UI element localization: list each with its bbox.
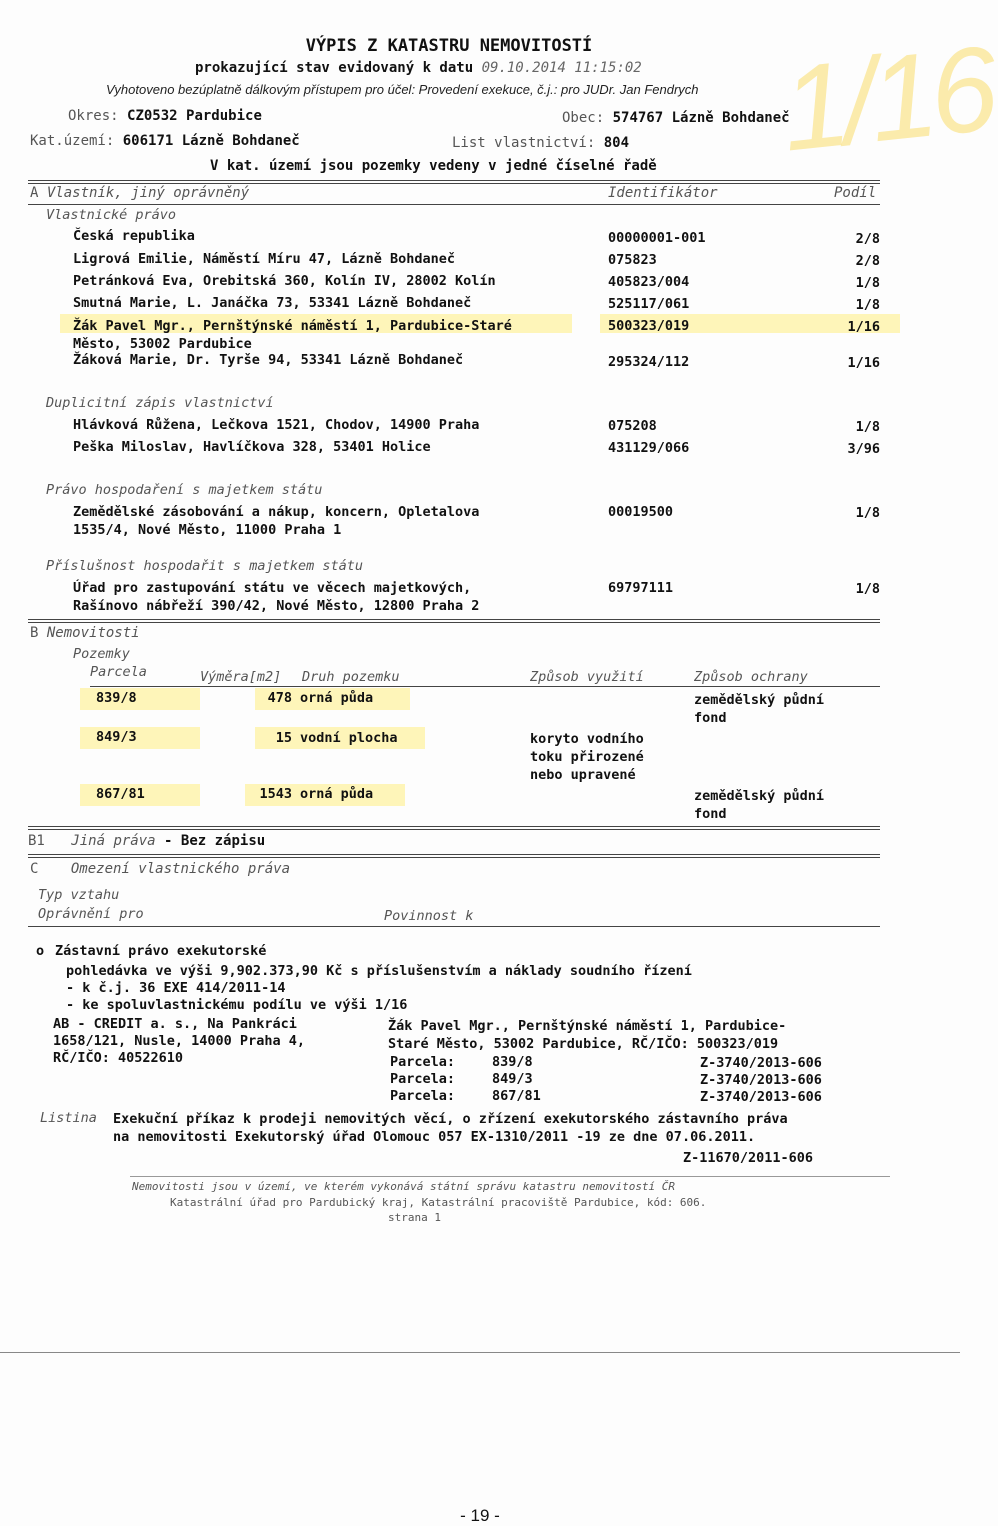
col-share: Podíl [834,185,877,201]
section-b-header [30,625,140,641]
owner-id: 405823/004 [608,274,690,290]
subtitle-date: 09.10.2014 11:15:02 [481,60,642,76]
owner-share: 2/8 [855,231,880,247]
owner-name: Česká republika [73,228,195,244]
list-label: List vlastnictví: [452,135,596,151]
produced-note: Vyhotoveno bezúplatně dálkovým přístupem pro účel: Provedení exekuce, č.j.: pro JUDr. Jan Fendrych [106,82,699,97]
owner-name: Peška Miloslav, Havlíčkova 328, 53401 Holice [73,439,431,455]
col-use: Způsob využití [530,669,644,685]
okres [68,108,262,124]
owner-id: 295324/112 [608,354,690,370]
listina-label: Listina [40,1110,97,1126]
section-b1-title: Jiná práva [71,833,156,849]
handwritten-annotation: 1/16 [775,21,998,177]
owner-share: 1/8 [855,581,880,597]
col-duty: Povinnost k [384,908,474,924]
owner-share: 3/96 [847,441,880,457]
section-a-letter: A [30,185,39,201]
owner-share: 1/16 [847,319,880,335]
col-area: Výměra[m2] [200,669,282,685]
section-a-header [30,185,249,201]
parcel-protection: zemědělský půdní fond [694,788,825,822]
page-title: VÝPIS Z KATASTRU NEMOVITOSTÍ [305,36,593,56]
owner-name: Smutná Marie, L. Janáčka 73, 53341 Lázně Bohdaneč [73,295,472,311]
parcel-kind: vodní plocha [300,730,398,746]
owner-id: 69797111 [608,580,674,596]
page-number: - 19 - [460,1506,500,1525]
owner-name: Petránková Eva, Orebitská 360, Kolín IV, 28002 Kolín [73,273,496,289]
list-value: 804 [603,135,630,151]
lien-title: Zástavní právo exekutorské [55,943,267,959]
owner-id: 00019500 [608,504,674,520]
obec [562,110,790,126]
group-title: Duplicitní zápis vlastnictví [46,395,274,411]
pozemky-subtitle: Pozemky [73,646,130,662]
section-a-title: Vlastník, jiný oprávněný [46,185,250,201]
section-b1-header [28,833,265,849]
parcel-kind: orná půda [300,690,374,706]
lien-bullet: o [36,943,45,959]
section-a-rule [28,180,880,184]
footer-rule [130,1176,890,1177]
subtitle [195,60,642,76]
col-parcel: Parcela [90,664,147,680]
okres-label: Okres: [68,108,119,124]
col-identifier: Identifikátor [608,185,718,201]
group-title: Příslušnost hospodařit s majetkem státu [46,558,363,574]
owner-name: Hlávková Růžena, Lečkova 1521, Chodov, 14900 Praha [73,417,480,433]
lien-creditor: AB - CREDIT a. s., Na Pankráci 1658/121, Nusle, 14000 Praha 4, RČ/IČO: 40522610 [53,1016,305,1066]
section-b-subrule [90,686,880,687]
section-b-letter: B [30,625,39,641]
lien-parcel-label: Parcela: [390,1054,456,1070]
section-c-title: Omezení vlastnického práva [70,861,291,877]
footer-line: strana 1 [388,1211,441,1224]
parcel-kind: orná půda [300,786,374,802]
section-a-subrule [28,204,880,205]
footer-line: Nemovitosti jsou v území, ve kterém vykonává státní správu katastru nemovitostí ČR [132,1180,676,1193]
owner-id: 525117/061 [608,296,690,312]
parcel-area: 1543 [259,786,292,802]
lien-parcel-value: 867/81 [492,1088,541,1104]
parcel-number: 867/81 [96,786,145,802]
col-protection: Způsob ochrany [694,669,808,685]
kat-uzemi-value: 606171 Lázně Bohdaneč [122,133,300,149]
col-kind: Druh pozemku [302,669,400,685]
kat-note: V kat. území jsou pozemky vedeny v jedné číselné řadě [210,158,657,174]
subtitle-prefix: prokazující stav evidovaný k datu [195,60,474,76]
okres-value: CZ0532 Pardubice [127,108,262,124]
parcel-number: 839/8 [96,690,137,706]
section-b1-rule [28,826,880,830]
owner-share: 1/16 [847,355,880,371]
parcel-use: koryto vodního toku přirozené nebo upravené [530,731,644,783]
owner-id: 500323/019 [608,318,690,334]
obec-label: Obec: [562,110,605,126]
lien-parcel-value: 839/8 [492,1054,533,1070]
col-type: Typ vztahu [38,887,120,903]
group-title: Právo hospodaření s majetkem státu [46,482,323,498]
owner-name: Úřad pro zastupování státu ve věcech majetkových, Rašínovo nábřeží 390/42, Nové Město, 12800 Praha 2 [73,580,480,614]
section-b-rule [28,619,880,623]
lien-line: - ke spoluvlastnickému podílu ve výši 1/16 [66,997,408,1013]
owner-id: 075823 [608,252,657,268]
owner-share: 1/8 [855,275,880,291]
section-b1-letter: B1 [28,833,45,849]
list-vlastnictvi [452,135,629,151]
footer-line: Katastrální úřad pro Pardubický kraj, Katastrální pracoviště Pardubice, kód: 606. [170,1196,707,1209]
lien-parcel-value: 849/3 [492,1071,533,1087]
parcel-area: 478 [267,690,292,706]
owner-name: Žáková Marie, Dr. Tyrše 94, 53341 Lázně Bohdaneč [73,352,464,368]
lien-debtor: Žák Pavel Mgr., Pernštýnské náměstí 1, Pardubice- Staré Město, 53002 Pardubice, RČ/IČO: 500323/019 [388,1018,787,1052]
col-right-for: Oprávnění pro [38,906,144,922]
section-c-subrule [28,926,880,927]
section-b1-value: - Bez zápisu [164,833,266,849]
lien-parcel-label: Parcela: [390,1088,456,1104]
parcel-protection: zemědělský půdní fond [694,692,825,726]
owner-share: 2/8 [855,253,880,269]
owner-name: Žák Pavel Mgr., Pernštýnské náměstí 1, Pardubice-Staré Město, 53002 Pardubice [73,318,512,352]
kat-uzemi [30,133,300,149]
obec-value: 574767 Lázně Bohdaneč [612,110,790,126]
group-title: Vlastnické právo [46,207,177,223]
parcel-number: 849/3 [96,729,137,745]
parcel-area: 15 [275,730,292,746]
owner-name: Ligrová Emilie, Náměstí Míru 47, Lázně Bohdaneč [73,251,456,267]
lien-line: - k č.j. 36 EXE 414/2011-14 [66,980,286,996]
owner-id: 075208 [608,418,657,434]
section-c-letter: C [30,861,39,877]
listina-ref: Z-11670/2011-606 [683,1150,814,1166]
kat-uzemi-label: Kat.území: [30,133,115,149]
lien-parcel-ref: Z-3740/2013-606 [700,1055,822,1071]
section-c-header [30,861,290,877]
listina-text: Exekuční příkaz k prodeji nemovitých věcí, o zřízení exekutorského zástavního práva na nemovitosti Exekutorský úřad Olomouc 057 EX-1310/2011 -19 ze dne 07.06.2011. [113,1111,788,1145]
lien-line: pohledávka ve výši 9,902.373,90 Kč s příslušenstvím a náklady soudního řízení [66,963,692,979]
lien-parcel-label: Parcela: [390,1071,456,1087]
section-b-title: Nemovitosti [46,625,140,641]
owner-share: 1/8 [855,505,880,521]
owner-id: 00000001-001 [608,230,706,246]
owner-share: 1/8 [855,297,880,313]
page-bottom-rule [0,1352,960,1353]
owner-share: 1/8 [855,419,880,435]
owner-id: 431129/066 [608,440,690,456]
section-c-rule [28,854,880,858]
owner-name: Zemědělské zásobování a nákup, koncern, Opletalova 1535/4, Nové Město, 11000 Praha 1 [73,504,480,538]
lien-parcel-ref: Z-3740/2013-606 [700,1072,822,1088]
lien-parcel-ref: Z-3740/2013-606 [700,1089,822,1105]
